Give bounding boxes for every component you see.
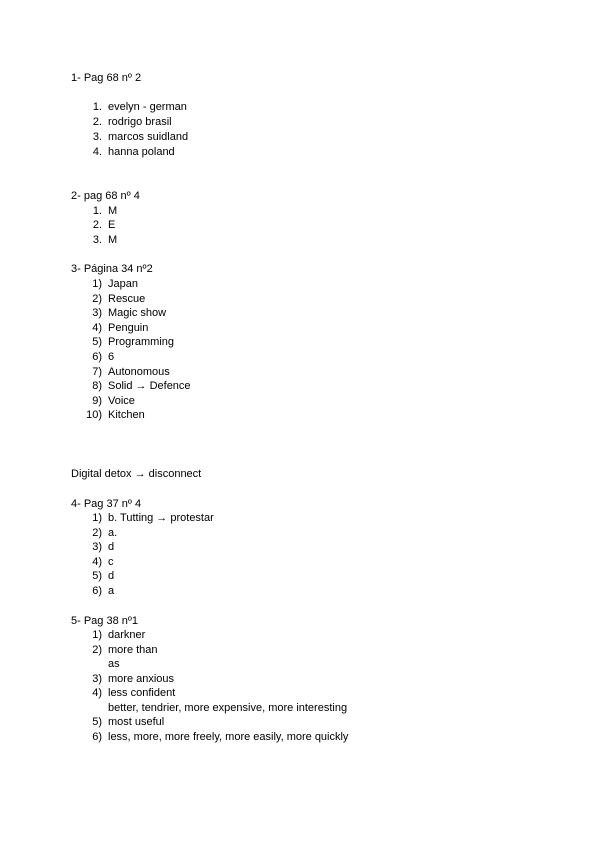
list-text: 6 bbox=[108, 351, 115, 363]
list-marker: 10) bbox=[86, 409, 102, 421]
list-marker: 7) bbox=[92, 366, 102, 378]
list-text: a. bbox=[108, 527, 118, 539]
list-marker: 8) bbox=[92, 380, 102, 392]
section-heading: 4- Pag 37 nº 4 bbox=[71, 498, 142, 510]
list-text: c bbox=[108, 556, 114, 568]
list-text: most useful bbox=[108, 716, 165, 728]
list-marker: 4. bbox=[92, 146, 102, 158]
list-marker: 1. bbox=[92, 205, 102, 217]
list-marker: 4) bbox=[92, 687, 102, 699]
list-text: more anxious bbox=[108, 673, 175, 685]
list-marker: 5) bbox=[92, 570, 102, 582]
list-marker: 2. bbox=[92, 219, 102, 231]
list-text: evelyn - german bbox=[108, 101, 187, 113]
list-marker: 5) bbox=[92, 336, 102, 348]
section-heading: 2- pag 68 nº 4 bbox=[71, 190, 140, 202]
list-text: Penguin bbox=[108, 322, 149, 334]
list-text: more than bbox=[108, 644, 158, 656]
section-heading: 5- Pag 38 nº1 bbox=[71, 615, 139, 627]
list-text: Rescue bbox=[108, 293, 146, 305]
list-text: marcos suidland bbox=[108, 131, 189, 143]
list-marker: 1) bbox=[92, 629, 102, 641]
list-text: Japan bbox=[108, 278, 138, 290]
list-marker: 1) bbox=[92, 278, 102, 290]
list-text: Programming bbox=[108, 336, 175, 348]
list-text: d bbox=[108, 541, 115, 553]
list-marker: 4) bbox=[92, 556, 102, 568]
list-text: M bbox=[108, 234, 118, 246]
list-marker: 4) bbox=[92, 322, 102, 334]
list-text: rodrigo brasil bbox=[108, 116, 172, 128]
list-marker: 6) bbox=[92, 351, 102, 363]
list-text: less, more, more freely, more easily, more quickly bbox=[108, 731, 349, 743]
list-text: a bbox=[108, 585, 115, 597]
list-marker: 6) bbox=[92, 585, 102, 597]
note-line: Digital detox → disconnect bbox=[71, 468, 202, 480]
list-text: Kitchen bbox=[108, 409, 145, 421]
list-text: E bbox=[108, 219, 116, 231]
list-text: as bbox=[108, 658, 120, 670]
list-text: better, tendrier, more expensive, more interesting bbox=[108, 702, 348, 714]
list-marker: 3) bbox=[92, 541, 102, 553]
list-text: Autonomous bbox=[108, 366, 170, 378]
list-marker: 1) bbox=[92, 512, 102, 524]
list-text: Magic show bbox=[108, 307, 167, 319]
list-marker: 2) bbox=[92, 527, 102, 539]
list-marker: 3. bbox=[92, 131, 102, 143]
list-text: b. Tutting → protestar bbox=[108, 512, 214, 524]
list-marker: 3. bbox=[92, 234, 102, 246]
list-marker: 9) bbox=[92, 395, 102, 407]
list-text: d bbox=[108, 570, 115, 582]
list-marker: 2) bbox=[92, 293, 102, 305]
list-text: Voice bbox=[108, 395, 135, 407]
section-heading: 1- Pag 68 nº 2 bbox=[71, 72, 142, 84]
list-text: Solid → Defence bbox=[108, 380, 191, 392]
list-marker: 5) bbox=[92, 716, 102, 728]
list-marker: 3) bbox=[92, 673, 102, 685]
list-marker: 3) bbox=[92, 307, 102, 319]
list-text: hanna poland bbox=[108, 146, 175, 158]
section-heading: 3- Página 34 nº2 bbox=[71, 263, 153, 275]
list-text: M bbox=[108, 205, 118, 217]
list-marker: 1. bbox=[92, 101, 102, 113]
list-text: less confident bbox=[108, 687, 176, 699]
list-text: darkner bbox=[108, 629, 146, 641]
list-marker: 2. bbox=[92, 116, 102, 128]
list-marker: 2) bbox=[92, 644, 102, 656]
list-marker: 6) bbox=[92, 731, 102, 743]
